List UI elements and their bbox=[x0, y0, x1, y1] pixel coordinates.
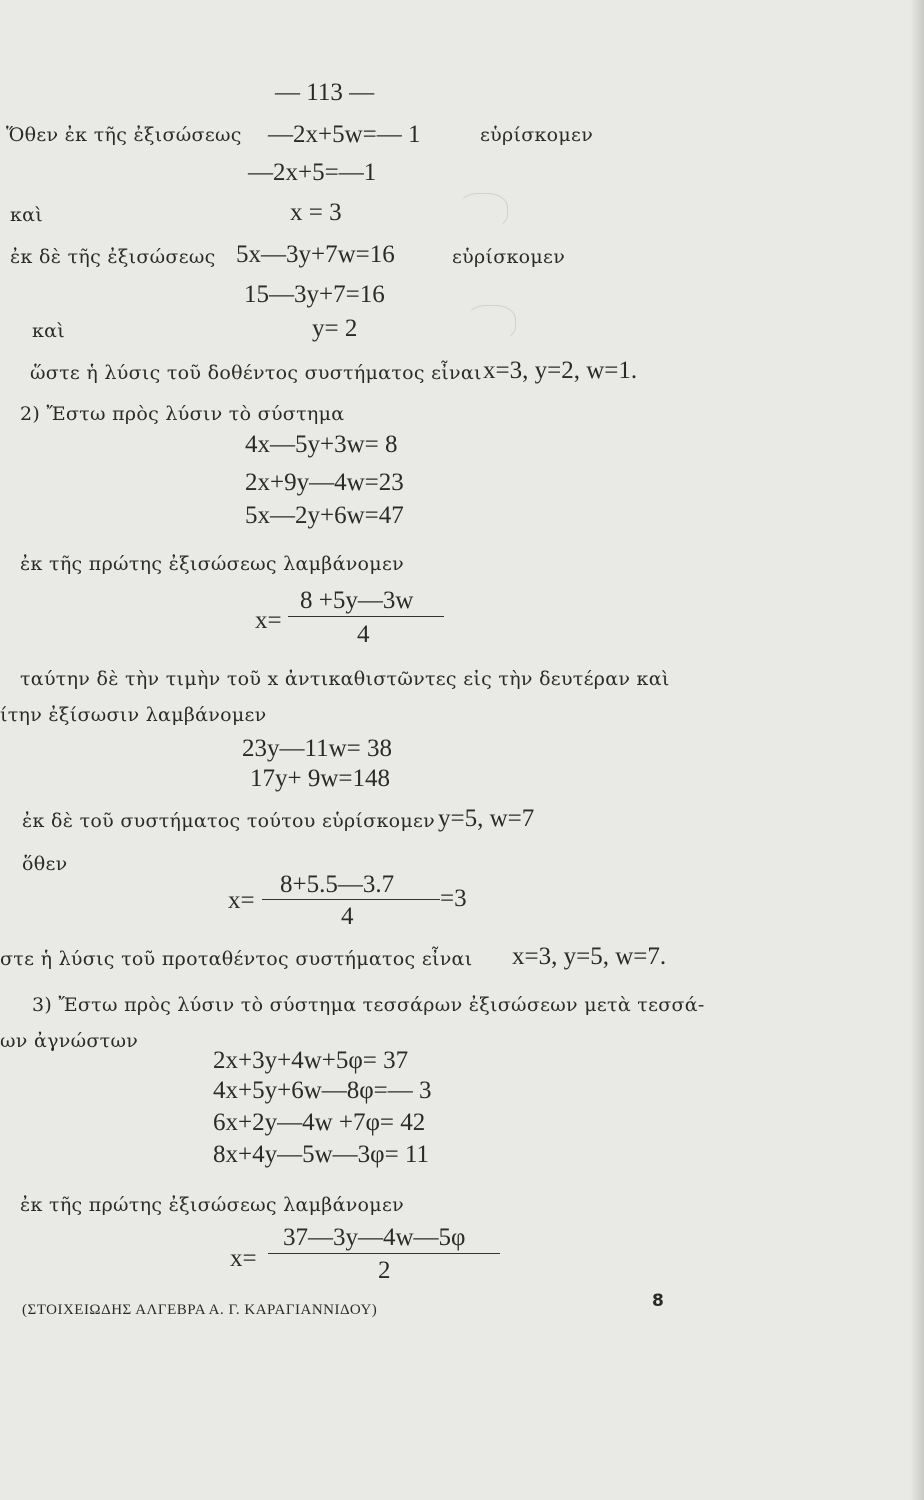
equation: 2x+3y+4w+5φ= 37 bbox=[213, 1047, 409, 1074]
text-line: στε ἡ λύσις τοῦ προταθέντος συστήματος εἶναι bbox=[0, 948, 473, 970]
equation: 15—3y+7=16 bbox=[244, 281, 385, 308]
equation: x=3, y=2, w=1. bbox=[483, 357, 638, 384]
fraction-bar bbox=[268, 1253, 500, 1254]
equation: y= 2 bbox=[312, 315, 358, 342]
sheet-number: 8 bbox=[652, 1291, 664, 1311]
text-line: ἐκ τῆς πρώτης ἐξισώσεως λαμβάνομεν bbox=[20, 1194, 404, 1216]
fraction-bar bbox=[288, 616, 444, 617]
text-line: Ὅθεν ἐκ τῆς ἐξισώσεως bbox=[6, 124, 242, 146]
equation: x = 3 bbox=[290, 199, 342, 226]
equation: 4x—5y+3w= 8 bbox=[245, 431, 398, 458]
pencil-mark bbox=[466, 305, 516, 341]
text-line: 2) Ἔστω πρὸς λύσιν τὸ σύστημα bbox=[20, 403, 345, 425]
text-line: ἐκ δὲ τοῦ συστήματος τούτου εὑρίσκομεν bbox=[22, 810, 435, 832]
pencil-mark bbox=[458, 193, 508, 229]
equation: 5x—3y+7w=16 bbox=[236, 241, 395, 268]
text-line: καὶ bbox=[32, 320, 66, 342]
fraction-lhs: x= bbox=[228, 887, 255, 914]
equation: 5x—2y+6w=47 bbox=[245, 502, 404, 529]
text-line: ἐκ τῆς πρώτης ἐξισώσεως λαμβάνομεν bbox=[20, 553, 404, 575]
text-line: ταύτην δὲ τὴν τιμὴν τοῦ x ἀντικαθιστῶντες εἰς τὴν δευτέραν καὶ bbox=[20, 668, 670, 690]
text-line: εὑρίσκομεν bbox=[452, 246, 566, 268]
fraction-denominator: 4 bbox=[341, 903, 354, 930]
fraction-denominator: 2 bbox=[378, 1257, 391, 1284]
text-line: ἐκ δὲ τῆς ἐξισώσεως bbox=[10, 246, 216, 268]
fraction-numerator: 8 +5y—3w bbox=[300, 587, 414, 614]
fraction-lhs: x= bbox=[255, 607, 282, 634]
text-line: καὶ bbox=[10, 204, 44, 226]
fraction-numerator: 37—3y—4w—5φ bbox=[283, 1224, 466, 1251]
page-edge-shadow bbox=[910, 0, 924, 1500]
equation: 6x+2y—4w +7φ= 42 bbox=[213, 1109, 426, 1136]
fraction-bar bbox=[262, 899, 440, 900]
equation: 23y—11w= 38 bbox=[242, 735, 392, 762]
page-footer: (ΣΤΟΙΧΕΙΩΔΗΣ ΑΛΓΕΒΡΑ Α. Γ. ΚΑΡΑΓΙΑΝΝΙΔΟΥ) bbox=[22, 1302, 378, 1318]
equation: x=3, y=5, w=7. bbox=[512, 943, 667, 970]
text-line: ὥστε ἡ λύσις τοῦ δοθέντος συστήματος εἶναι bbox=[30, 362, 482, 384]
equation: 17y+ 9w=148 bbox=[250, 765, 391, 792]
equation: y=5, w=7 bbox=[438, 805, 535, 832]
text-line: εὑρίσκομεν bbox=[480, 124, 594, 146]
text-line: ων ἀγνώστων bbox=[0, 1030, 139, 1052]
equation: —2x+5=—1 bbox=[248, 159, 377, 186]
page-number: — 113 — bbox=[275, 79, 375, 106]
fraction-denominator: 4 bbox=[357, 621, 370, 648]
fraction-lhs: x= bbox=[230, 1245, 257, 1272]
text-line: ὅθεν bbox=[22, 853, 68, 875]
equation: 2x+9y—4w=23 bbox=[245, 469, 404, 496]
equation: —2x+5w=— 1 bbox=[268, 121, 421, 148]
equation: 4x+5y+6w—8φ=— 3 bbox=[213, 1077, 432, 1104]
fraction-rhs: =3 bbox=[440, 885, 467, 912]
fraction-numerator: 8+5.5—3.7 bbox=[280, 871, 395, 898]
text-line: 3) Ἔστω πρὸς λύσιν τὸ σύστημα τεσσάρων ἐξισώσεων μετὰ τεσσά- bbox=[32, 994, 705, 1016]
text-line: ίτην ἐξίσωσιν λαμβάνομεν bbox=[0, 704, 267, 726]
equation: 8x+4y—5w—3φ= 11 bbox=[213, 1141, 430, 1168]
